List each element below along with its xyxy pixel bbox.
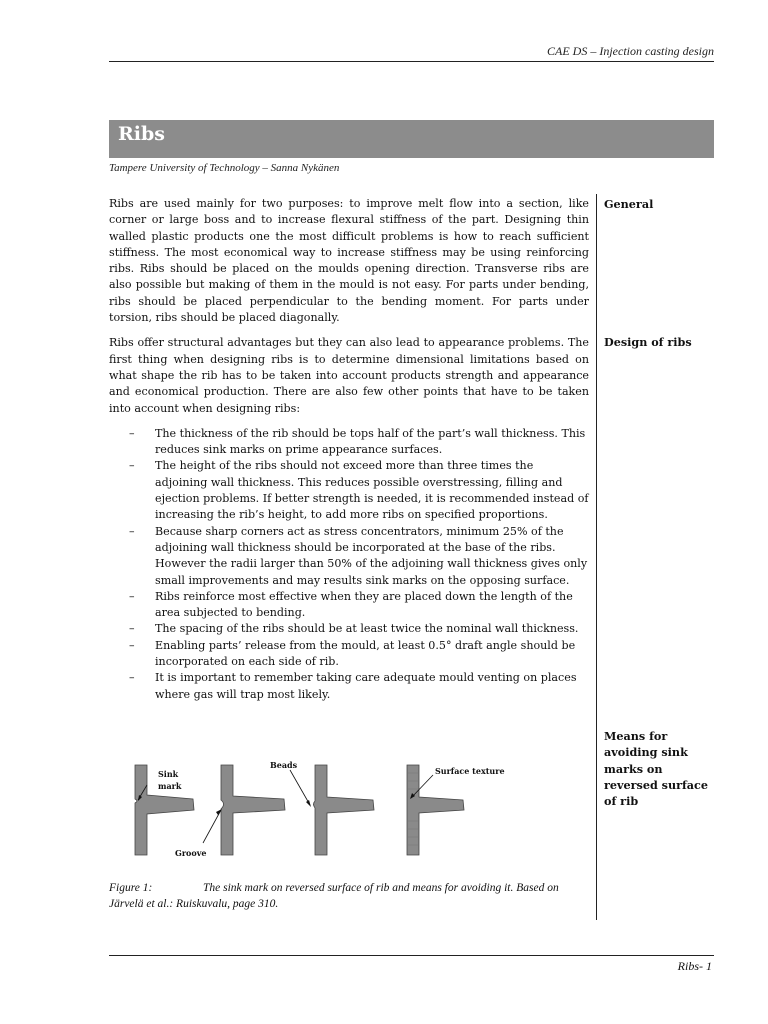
rib-profile-groove [221,765,285,855]
figure-caption [109,880,589,912]
rib-profile-beads [314,765,375,855]
label-groove: Groove [175,848,207,858]
side-label-general: General [604,197,654,211]
side-label-design-of-ribs: Design of ribs [604,335,692,349]
design-guidelines-list [109,426,589,703]
list-item: – It is important to remember taking care adequate mould venting on places where gas will trap most likely. [155,670,589,703]
label-sink: Sink [158,769,179,779]
header-rule [109,61,714,62]
side-label-means-for-avoiding: Means for avoiding sink marks on reversed surface of rib [604,729,708,809]
rib-profile-surface-texture [407,765,464,855]
main-column [109,196,589,703]
list-item: – Enabling parts’ release from the mould, at least 0.5° draft angle should be incorporated on each side of rib. [155,638,589,671]
figure-caption-text: The sink mark on reversed surface of rib and means for avoiding it. Based on Järvelä et al.: Ruiskuvalu, page 310. [109,882,559,910]
label-beads: Beads [270,760,298,770]
list-item: – The thickness of the rib should be tops half of the part’s wall thickness. This reduces sink marks on prime appearance surfaces. [155,426,589,459]
list-item: – Because sharp corners act as stress concentrators, minimum 25% of the adjoining wall thickness should be incorporated at the base of the ribs. However the radii larger than 50% of the adjoining wall thickness gives only small improvements and may results sink marks on the opposing surface. [155,524,589,589]
list-item: – The height of the ribs should not exceed more than three times the adjoining wall thickness. This reduces possible overstressing, filling and ejection problems. If better strength is needed, it is recommended instead of increasing the rib’s height, to add more ribs on specified proportions. [155,458,589,523]
margin-column-rule [596,194,597,920]
label-surface-texture: Surface texture [435,766,505,776]
page-footer: Ribs- 1 [677,959,712,973]
section-title: Ribs [109,120,714,158]
footer-rule [109,955,714,956]
label-mark: mark [158,781,182,791]
list-item: – The spacing of the ribs should be at least twice the nominal wall thickness. [155,621,589,637]
running-header: CAE DS – Injection casting design [547,44,714,58]
figure-number: Figure 1: [109,882,153,894]
paragraph-design: Ribs offer structural advantages but they can also lead to appearance problems. The first thing when designing ribs is to determine dimensional limitations based on what shape the rib has to be taken into account products strength and appearance and economical production. There are also few other points that have to be taken into account when designing ribs: [109,336,589,415]
author-line: Tampere University of Technology – Sanna Nykänen [109,162,340,174]
list-item: – Ribs reinforce most effective when they are placed down the length of the area subjected to bending. [155,589,589,622]
rib-sink-mark-figure [125,755,525,865]
paragraph-general: Ribs are used mainly for two purposes: to improve melt flow into a section, like corner or large boss and to increase flexural stiffness of the part. Designing thin walled plastic products one the most difficult problems is how to reach sufficient stiffness. The most economical way to increase stiffness may be using reinforcing ribs. Ribs should be placed on the moulds opening direction. Transverse ribs are also possible but making of them in the mould is not easy. For parts under bending, ribs should be placed perpendicular to the bending moment. For parts under torsion, ribs should be placed diagonally. [109,197,589,325]
